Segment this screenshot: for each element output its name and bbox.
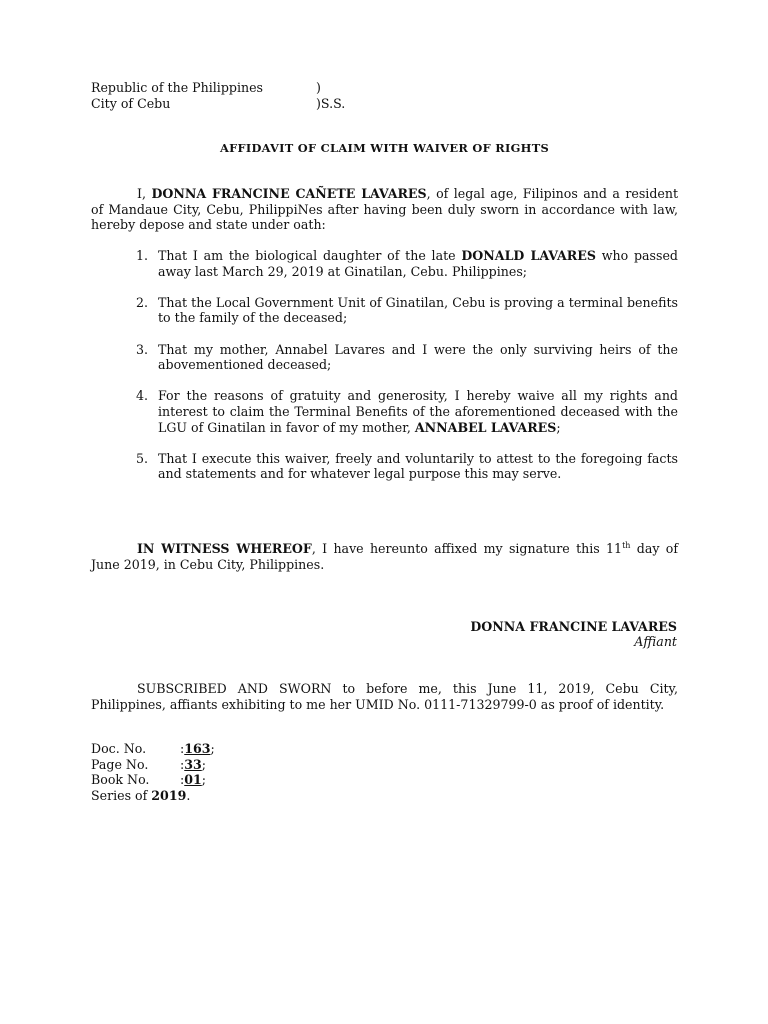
item-bold-text: ANNABEL LAVARES <box>414 419 557 435</box>
item-number: 2. <box>136 294 149 310</box>
series-row: Series of 2019. <box>91 787 191 803</box>
item-number: 1. <box>136 248 149 263</box>
witness-bold: IN WITNESS WHEREOF <box>137 541 312 556</box>
series-value: 2019 <box>151 787 187 803</box>
statement-list <box>136 248 678 498</box>
intro-paragraph <box>91 186 678 233</box>
venue-bracket: ) <box>316 80 321 95</box>
item-text: That the Local Government Unit of Ginatilan, Cebu is proving a terminal benefits to the family of the deceased; <box>158 294 678 326</box>
document-title: AFFIDAVIT OF CLAIM WITH WAIVER OF RIGHTS <box>219 141 550 155</box>
item-text-after: who passed away last March 29, 2019 at Ginatilan, Cebu. Philippines; <box>158 248 678 279</box>
doc-no-row <box>91 741 391 757</box>
intro-prefix: I, <box>137 186 152 201</box>
doc-no-number: 163 <box>184 741 211 756</box>
venue-city-text: City of Cebu <box>91 95 171 111</box>
series-label: Series of <box>91 787 152 803</box>
item-text-after: ; <box>556 419 561 435</box>
witness-paragraph <box>91 541 678 572</box>
page-no-number: 33 <box>184 756 202 772</box>
item-number: 3. <box>136 341 149 357</box>
venue-republic-text: Republic of the Philippines <box>91 80 264 95</box>
item-text: That I am the biological daughter of the late <box>158 248 462 263</box>
page-no-label: Page No. <box>91 756 149 772</box>
doc-no-label: Doc. No. <box>91 741 147 756</box>
item-text: That I execute this waiver, freely and voluntarily to attest to the foregoing facts and statements and for whatever legal purpose this may serve. <box>158 450 678 482</box>
item-number: 5. <box>136 450 149 466</box>
list-item <box>136 248 678 279</box>
book-no-label: Book No. <box>91 772 150 788</box>
venue-line-republic <box>91 80 391 96</box>
list-item <box>136 342 678 373</box>
list-item <box>136 295 678 326</box>
book-no-row <box>91 772 391 788</box>
doc-no-value: :163; <box>180 741 215 756</box>
book-no-value: :01; <box>180 772 207 788</box>
page-no-value: :33; <box>180 756 207 772</box>
notarial-block <box>91 741 391 803</box>
jurat-paragraph: SUBSCRIBED AND SWORN to before me, this June 11, 2019, Cebu City, Philippines, affiants exhibiting to me her UMID No. 0111-71329799-0 as proof of identity. <box>91 681 678 712</box>
witness-text-2: day of June 2019, in Cebu City, Philippines. <box>91 541 679 572</box>
venue-ss: )S.S. <box>316 95 346 111</box>
signature-name: DONNA FRANCINE LAVARES <box>470 619 677 634</box>
signature-role: Affiant <box>634 634 677 649</box>
item-bold-text: DONALD LAVARES <box>461 248 596 263</box>
venue-line-city <box>91 96 391 112</box>
item-number: 4. <box>136 388 149 404</box>
intro-rest: , of legal age, Filipinos and a resident of Mandaue City, Cebu, PhilippiNes after having been duly sworn in accordance with law, hereby depose and state under oath: <box>91 186 679 233</box>
affiant-full-name: DONNA FRANCINE CAÑETE LAVARES <box>151 186 427 201</box>
book-no-number: 01 <box>184 772 202 788</box>
item-text: For the reasons of gratuity and generosity, I hereby waive all my rights and interest to claim the Terminal Benefits of the aforementioned deceased with the LGU of Ginatilan in favor of my mother, <box>158 388 678 435</box>
venue-block <box>91 80 391 111</box>
item-text: That my mother, Annabel Lavares and I were the only surviving heirs of the abovementioned deceased; <box>158 341 678 373</box>
witness-text-1: , I have hereunto affixed my signature this 11 <box>311 541 623 556</box>
list-item <box>136 388 678 435</box>
list-item <box>136 451 678 482</box>
witness-sup: th <box>622 541 631 550</box>
page-no-row <box>91 757 391 773</box>
